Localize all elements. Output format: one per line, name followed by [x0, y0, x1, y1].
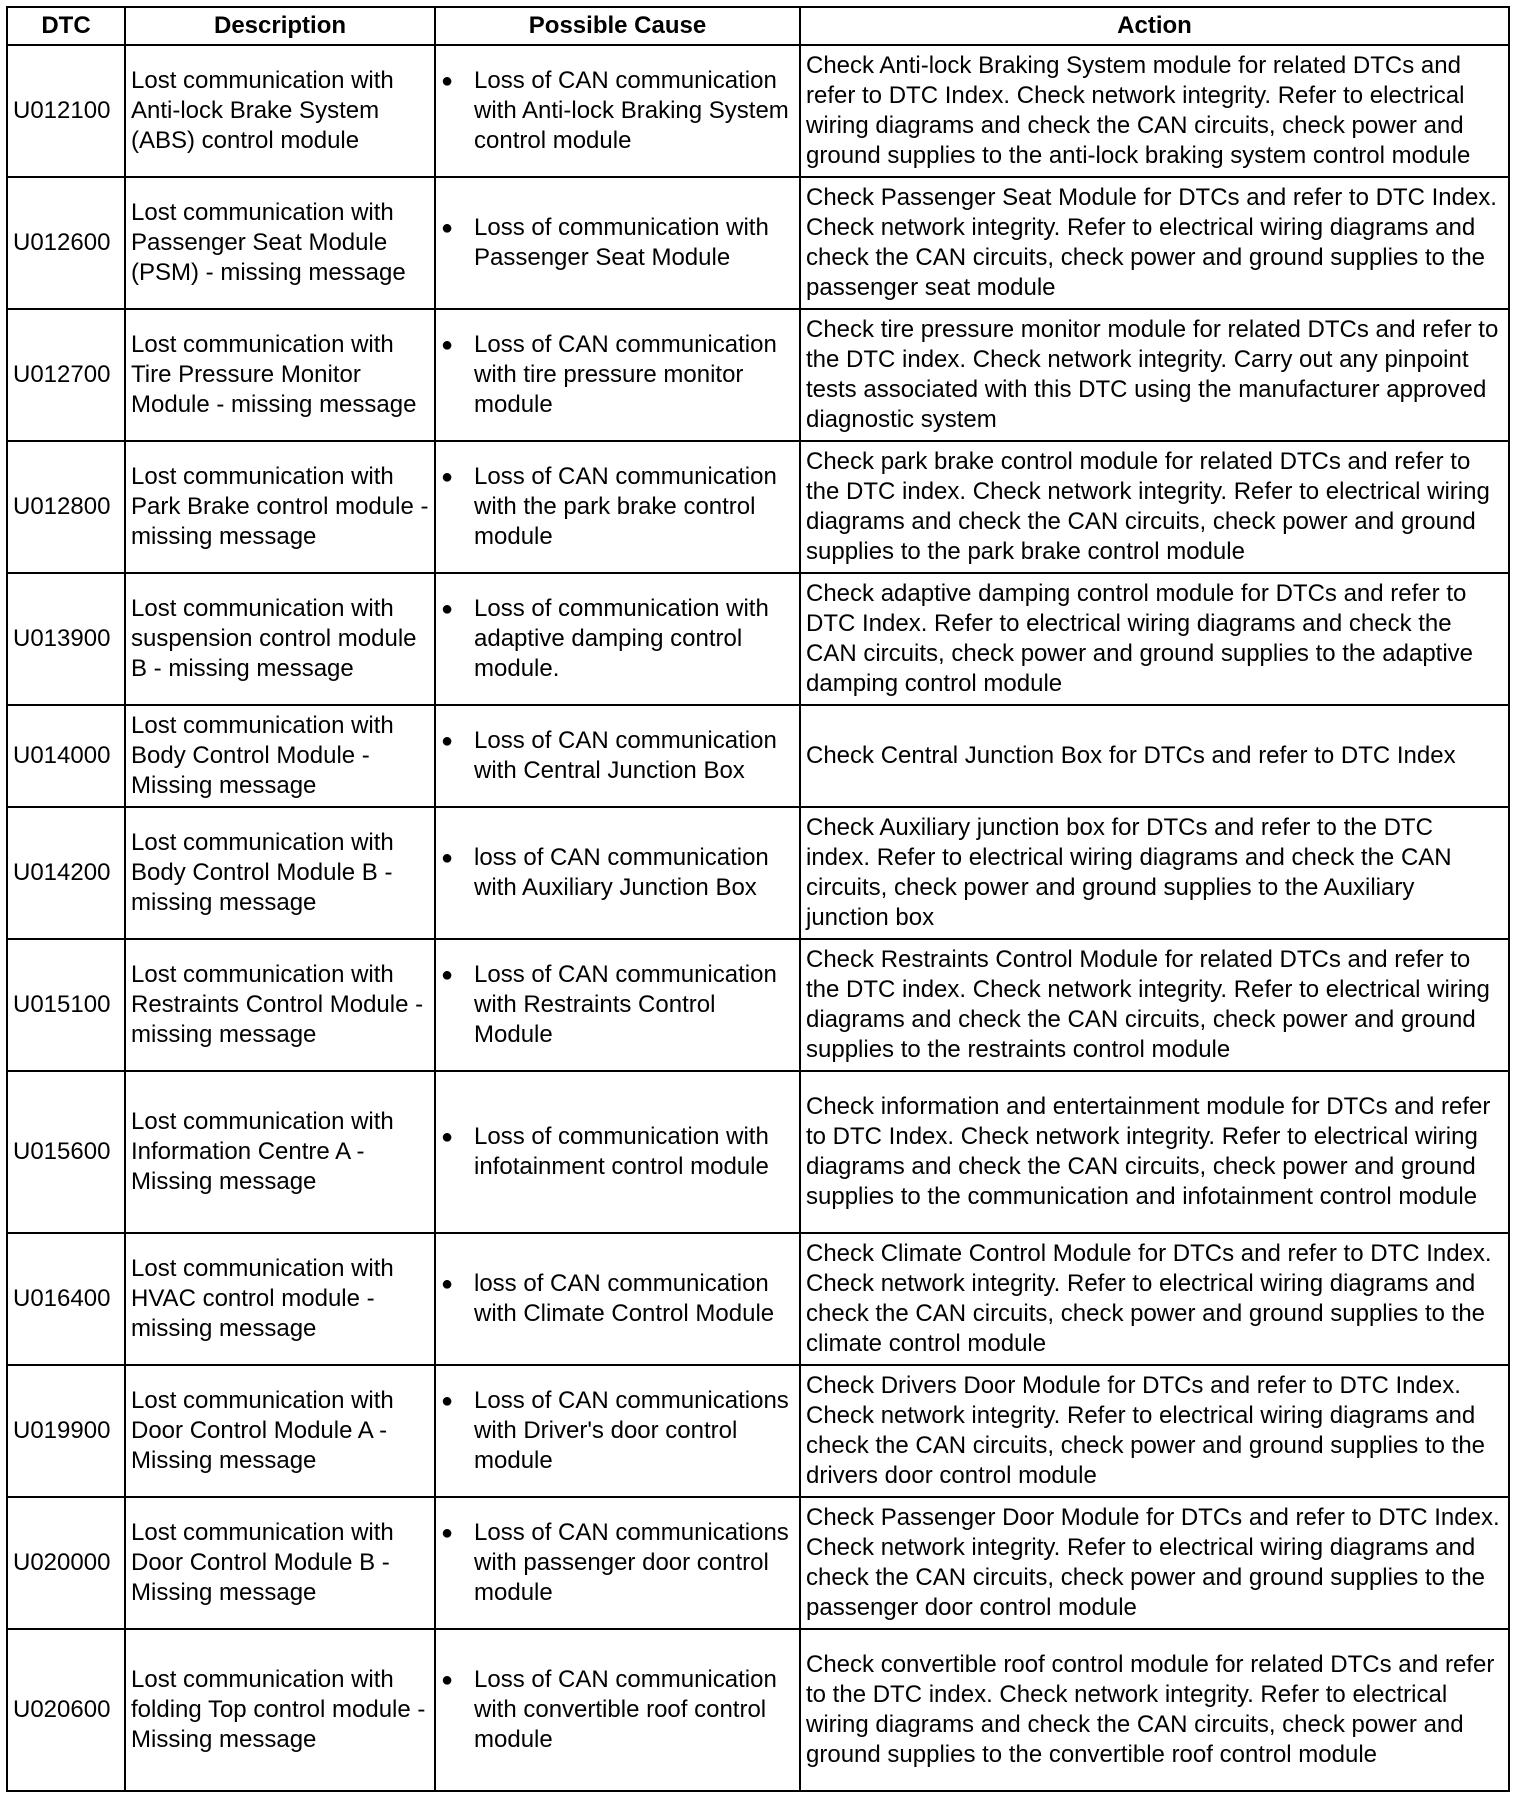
action-text: Check Climate Control Module for DTCs and refer to DTC Index. Check network integrity. Refer to electrical wiring diagrams and check the CAN circuits, check power and ground supplies to the climate control module: [800, 1233, 1509, 1365]
table-row: [7, 705, 1509, 807]
possible-cause: [435, 807, 800, 939]
table-row: [7, 45, 1509, 177]
possible-cause: [435, 573, 800, 705]
possible-cause-text: Loss of communication with adaptive damping control module.: [474, 595, 769, 682]
dtc-table-sheet: [6, 6, 1510, 1792]
dtc-code: U020600: [7, 1629, 125, 1791]
dtc-description: Lost communication with Door Control Module A - Missing message: [125, 1365, 435, 1497]
possible-cause-text: Loss of CAN communication with convertible roof control module: [474, 1666, 777, 1753]
bullet-icon: ●: [441, 598, 454, 620]
possible-cause: [435, 45, 800, 177]
bullet-icon: ●: [441, 70, 454, 92]
bullet-icon: ●: [441, 466, 454, 488]
possible-cause: [435, 1233, 800, 1365]
bullet-icon: ●: [441, 1390, 454, 1412]
bullet-icon: ●: [441, 217, 454, 239]
table-row: [7, 1497, 1509, 1629]
table-row: [7, 807, 1509, 939]
action-text: Check convertible roof control module for related DTCs and refer to the DTC index. Check network integrity. Refer to electrical wiring diagrams and check the CAN circuits, check power and ground supplies to the convertible roof control module: [800, 1629, 1509, 1791]
action-text: Check information and entertainment module for DTCs and refer to DTC Index. Check network integrity. Refer to electrical wiring diagrams and check the CAN circuits, check power and ground supplies to the communication and infotainment control module: [800, 1071, 1509, 1233]
possible-cause: [435, 309, 800, 441]
table-row: [7, 1629, 1509, 1791]
action-text: Check adaptive damping control module for DTCs and refer to DTC Index. Refer to electrical wiring diagrams and check the CAN circuits, check power and ground supplies to the adaptive damping control module: [800, 573, 1509, 705]
header-dtc: DTC: [7, 7, 125, 45]
bullet-icon: ●: [441, 1669, 454, 1691]
bullet-icon: ●: [441, 730, 454, 752]
bullet-icon: ●: [441, 964, 454, 986]
bullet-icon: ●: [441, 1126, 454, 1148]
possible-cause-text: loss of CAN communication with Auxiliary Junction Box: [474, 844, 769, 901]
dtc-table: [6, 6, 1510, 1792]
dtc-description: Lost communication with HVAC control module - missing message: [125, 1233, 435, 1365]
dtc-description: Lost communication with Information Centre A - Missing message: [125, 1071, 435, 1233]
dtc-code: U012600: [7, 177, 125, 309]
possible-cause-text: Loss of CAN communication with Anti-lock Braking System control module: [474, 67, 789, 154]
table-row: [7, 309, 1509, 441]
possible-cause-text: Loss of communication with Passenger Seat Module: [474, 214, 769, 271]
bullet-icon: ●: [441, 847, 454, 869]
bullet-icon: ●: [441, 1273, 454, 1295]
dtc-code: U020000: [7, 1497, 125, 1629]
dtc-description: Lost communication with Tire Pressure Monitor Module - missing message: [125, 309, 435, 441]
table-row: [7, 1233, 1509, 1365]
action-text: Check Passenger Seat Module for DTCs and refer to DTC Index. Check network integrity. Refer to electrical wiring diagrams and check the CAN circuits, check power and ground supplies to the passenger seat module: [800, 177, 1509, 309]
possible-cause: [435, 1071, 800, 1233]
dtc-description: Lost communication with Body Control Module B - missing message: [125, 807, 435, 939]
dtc-code: U012100: [7, 45, 125, 177]
action-text: Check Restraints Control Module for related DTCs and refer to the DTC index. Check network integrity. Refer to electrical wiring diagrams and check the CAN circuits, check power and ground supplies to the restraints control module: [800, 939, 1509, 1071]
action-text: Check Auxiliary junction box for DTCs and refer to the DTC index. Refer to electrical wiring diagrams and check the CAN circuits, check power and ground supplies to the Auxiliary junction box: [800, 807, 1509, 939]
table-row: [7, 939, 1509, 1071]
action-text: Check Drivers Door Module for DTCs and refer to DTC Index. Check network integrity. Refer to electrical wiring diagrams and check the CAN circuits, check power and ground supplies to the drivers door control module: [800, 1365, 1509, 1497]
possible-cause-text: Loss of CAN communication with tire pressure monitor module: [474, 331, 777, 418]
dtc-code: U013900: [7, 573, 125, 705]
header-action: Action: [800, 7, 1509, 45]
dtc-description: Lost communication with Restraints Control Module - missing message: [125, 939, 435, 1071]
possible-cause: [435, 177, 800, 309]
dtc-code: U014200: [7, 807, 125, 939]
header-description: Description: [125, 7, 435, 45]
dtc-description: Lost communication with folding Top control module - Missing message: [125, 1629, 435, 1791]
possible-cause-text: Loss of CAN communication with Restraints Control Module: [474, 961, 777, 1048]
table-row: [7, 1071, 1509, 1233]
header-possible-cause: Possible Cause: [435, 7, 800, 45]
table-row: [7, 1365, 1509, 1497]
bullet-icon: ●: [441, 1522, 454, 1544]
possible-cause-text: Loss of communication with infotainment control module: [474, 1123, 769, 1180]
dtc-code: U016400: [7, 1233, 125, 1365]
dtc-description: Lost communication with Anti-lock Brake System (ABS) control module: [125, 45, 435, 177]
possible-cause: [435, 1629, 800, 1791]
table-row: [7, 573, 1509, 705]
table-header-row: [7, 7, 1509, 45]
possible-cause-text: Loss of CAN communications with Driver's door control module: [474, 1387, 789, 1474]
possible-cause-text: Loss of CAN communications with passenger door control module: [474, 1519, 789, 1606]
dtc-code: U012700: [7, 309, 125, 441]
possible-cause: [435, 441, 800, 573]
possible-cause-text: Loss of CAN communication with Central Junction Box: [474, 727, 777, 784]
dtc-code: U015600: [7, 1071, 125, 1233]
dtc-description: Lost communication with Door Control Module B - Missing message: [125, 1497, 435, 1629]
table-row: [7, 177, 1509, 309]
possible-cause: [435, 939, 800, 1071]
possible-cause-text: loss of CAN communication with Climate Control Module: [474, 1270, 775, 1327]
bullet-icon: ●: [441, 334, 454, 356]
table-row: [7, 441, 1509, 573]
dtc-description: Lost communication with Body Control Module - Missing message: [125, 705, 435, 807]
possible-cause: [435, 705, 800, 807]
dtc-description: Lost communication with suspension control module B - missing message: [125, 573, 435, 705]
dtc-description: Lost communication with Passenger Seat Module (PSM) - missing message: [125, 177, 435, 309]
action-text: Check park brake control module for related DTCs and refer to the DTC index. Check network integrity. Refer to electrical wiring diagrams and check the CAN circuits, check power and ground supplies to the park brake control module: [800, 441, 1509, 573]
possible-cause: [435, 1365, 800, 1497]
action-text: Check Passenger Door Module for DTCs and refer to DTC Index. Check network integrity. Refer to electrical wiring diagrams and check the CAN circuits, check power and ground supplies to the passenger door control module: [800, 1497, 1509, 1629]
possible-cause-text: Loss of CAN communication with the park brake control module: [474, 463, 777, 550]
dtc-description: Lost communication with Park Brake control module - missing message: [125, 441, 435, 573]
action-text: Check Central Junction Box for DTCs and refer to DTC Index: [800, 705, 1509, 807]
action-text: Check tire pressure monitor module for related DTCs and refer to the DTC index. Check network integrity. Carry out any pinpoint tests associated with this DTC using the manufacturer approved diagnostic system: [800, 309, 1509, 441]
dtc-code: U015100: [7, 939, 125, 1071]
dtc-code: U014000: [7, 705, 125, 807]
dtc-code: U012800: [7, 441, 125, 573]
action-text: Check Anti-lock Braking System module for related DTCs and refer to DTC Index. Check network integrity. Refer to electrical wiring diagrams and check the CAN circuits, check power and ground supplies to the anti-lock braking system control module: [800, 45, 1509, 177]
dtc-code: U019900: [7, 1365, 125, 1497]
possible-cause: [435, 1497, 800, 1629]
